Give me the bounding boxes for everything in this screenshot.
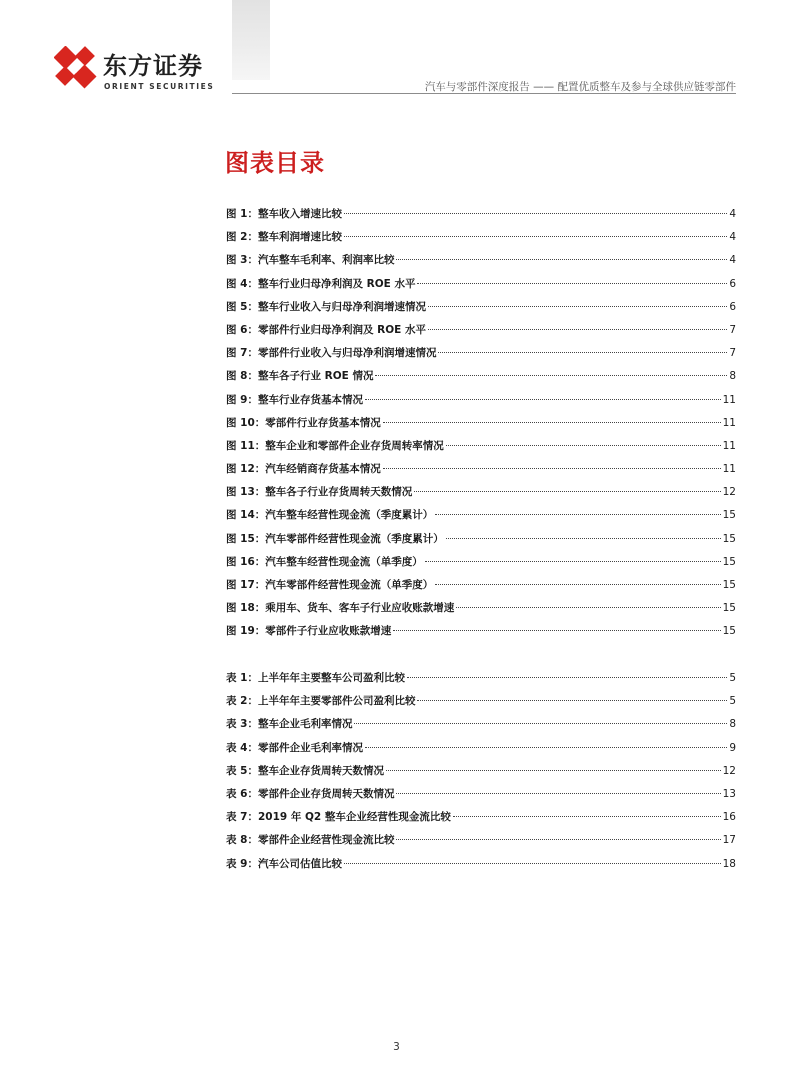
header-divider (232, 93, 736, 94)
dot-leader (453, 816, 721, 817)
toc-entry-page: 9 (729, 741, 736, 754)
toc-entry-page: 7 (729, 347, 736, 360)
toc-entry-page: 11 (722, 393, 736, 406)
toc-entry-page: 5 (729, 695, 736, 708)
toc-entry-label: 图 4：整车行业归母净利润及 ROE 水平 (226, 277, 416, 290)
toc-entry-label: 图 18：乘用车、货车、客车子行业应收账款增速 (226, 602, 455, 615)
toc-entry-page: 11 (722, 416, 736, 429)
toc-entry-page: 8 (729, 370, 736, 383)
toc-entry-page: 18 (722, 857, 736, 870)
orient-securities-logo-icon (54, 46, 99, 91)
dot-leader (438, 352, 727, 353)
figure-list (226, 203, 736, 644)
toc-entry-page: 15 (722, 579, 736, 591)
dot-leader (383, 422, 721, 423)
toc-entry[interactable] (226, 713, 736, 736)
toc-entry-label: 表 6：零部件企业存货周转天数情况 (226, 787, 395, 800)
toc-entry-label: 图 10：零部件行业存货基本情况 (226, 416, 381, 429)
toc-entry-label: 表 1：上半年年主要整车公司盈利比较 (226, 672, 405, 684)
toc-entry[interactable] (226, 737, 736, 760)
toc-entry-label: 图 12：汽车经销商存货基本情况 (226, 463, 381, 476)
toc-entry-label: 图 15：汽车零部件经营性现金流（季度累计） (226, 532, 444, 545)
toc-entry-page: 15 (722, 509, 736, 522)
toc-entry[interactable] (226, 319, 736, 342)
logo-chinese-name: 东方证券 (103, 52, 203, 80)
dot-leader (435, 514, 720, 515)
toc-entry-label: 表 3：整车企业毛利率情况 (226, 718, 353, 731)
toc-entry-page: 16 (722, 811, 736, 824)
toc-entry[interactable] (226, 458, 736, 481)
table-list (226, 667, 736, 876)
toc-entry-page: 8 (729, 718, 736, 731)
toc-entry-page: 13 (722, 787, 736, 800)
dot-leader (393, 630, 720, 631)
dot-leader (417, 700, 727, 701)
toc-entry-label: 图 8：整车各子行业 ROE 情况 (226, 370, 374, 383)
dot-leader (383, 468, 721, 469)
toc-entry[interactable] (226, 760, 736, 783)
toc-entry[interactable] (226, 273, 736, 296)
toc-entry[interactable] (226, 806, 736, 829)
toc-entry-label: 图 17：汽车零部件经营性现金流（单季度） (226, 579, 434, 591)
toc-entry[interactable] (226, 226, 736, 249)
toc-entry[interactable] (226, 690, 736, 713)
dot-leader (375, 375, 727, 376)
toc-entry[interactable] (226, 342, 736, 365)
toc-entry-page: 6 (729, 277, 736, 290)
dot-leader (344, 863, 721, 864)
toc-entry-label: 图 2：整车利润增速比较 (226, 231, 342, 244)
dot-leader (428, 329, 727, 330)
toc-entry-label: 表 7：2019 年 Q2 整车企业经营性现金流比较 (226, 811, 451, 824)
toc-entry[interactable] (226, 249, 736, 272)
toc-entry-page: 12 (722, 486, 736, 499)
toc-entry-page: 6 (729, 300, 736, 313)
toc-entry-page: 5 (729, 672, 736, 684)
toc-entry-label: 图 3：汽车整车毛利率、利润率比较 (226, 254, 395, 267)
toc-entry[interactable] (226, 574, 736, 597)
report-title: 汽车与零部件深度报告 —— 配置优质整车及参与全球供应链零部件 (424, 81, 736, 93)
logo-english-name: ORIENT SECURITIES (104, 82, 215, 91)
toc-entry[interactable] (226, 296, 736, 319)
toc-entry[interactable] (226, 435, 736, 458)
toc-entry-page: 7 (729, 323, 736, 336)
toc-entry-label: 图 5：整车行业收入与归母净利润增速情况 (226, 300, 426, 313)
toc-entry[interactable] (226, 481, 736, 504)
toc-entry[interactable] (226, 203, 736, 226)
dot-leader (386, 770, 721, 771)
dot-leader (365, 747, 727, 748)
toc-entry-label: 表 8：零部件企业经营性现金流比较 (226, 834, 395, 847)
header-decor-band (232, 0, 270, 80)
toc-entry-label: 图 16：汽车整车经营性现金流（单季度） (226, 555, 423, 568)
toc-entry-label: 表 9：汽车公司估值比较 (226, 857, 342, 870)
page-number: 3 (393, 1041, 400, 1053)
dot-leader (365, 399, 721, 400)
toc-entry[interactable] (226, 829, 736, 852)
dot-leader (344, 213, 727, 214)
toc-entry-label: 表 4：零部件企业毛利率情况 (226, 741, 363, 754)
toc-entry[interactable] (226, 853, 736, 876)
dot-leader (428, 306, 727, 307)
toc-entry-label: 图 11：整车企业和零部件企业存货周转率情况 (226, 439, 444, 452)
toc-entry-label: 图 13：整车各子行业存货周转天数情况 (226, 486, 413, 499)
dot-leader (396, 793, 720, 794)
toc-entry-label: 图 9：整车行业存货基本情况 (226, 393, 363, 406)
dot-leader (396, 839, 720, 840)
dot-leader (435, 584, 720, 585)
toc-entry-label: 图 14：汽车整车经营性现金流（季度累计） (226, 509, 434, 522)
toc-entry-page: 11 (722, 439, 736, 452)
toc-entry-label: 图 6：零部件行业归母净利润及 ROE 水平 (226, 323, 426, 336)
toc-entry-page: 4 (729, 208, 736, 220)
toc-entry-page: 15 (722, 555, 736, 568)
toc-entry-page: 17 (722, 834, 736, 847)
toc-entry-page: 11 (722, 463, 736, 476)
toc-entry[interactable] (226, 597, 736, 620)
dot-leader (414, 491, 720, 492)
toc-entry[interactable] (226, 528, 736, 551)
toc-entry-label: 表 5：整车企业存货周转天数情况 (226, 764, 384, 777)
toc-entry[interactable] (226, 365, 736, 388)
dot-leader (354, 723, 727, 724)
dot-leader (344, 236, 727, 237)
toc-entry[interactable] (226, 389, 736, 412)
toc-entry-page: 15 (722, 602, 736, 615)
dot-leader (456, 607, 720, 608)
toc-entry-page: 4 (729, 254, 736, 267)
toc-entry-label: 表 2：上半年年主要零部件公司盈利比较 (226, 695, 416, 708)
toc-entry-page: 4 (729, 231, 736, 244)
dot-leader (417, 283, 727, 284)
dot-leader (446, 445, 721, 446)
toc-entry-page: 15 (722, 532, 736, 545)
toc-entry-label: 图 19：零部件子行业应收账款增速 (226, 625, 392, 638)
dot-leader (425, 561, 721, 562)
dot-leader (446, 538, 721, 539)
toc-entry[interactable] (226, 412, 736, 435)
toc-entry-label: 图 7：零部件行业收入与归母净利润增速情况 (226, 347, 437, 360)
toc-entry-page: 12 (722, 764, 736, 777)
toc-entry-page: 15 (722, 625, 736, 638)
toc-entry[interactable] (226, 551, 736, 574)
toc-heading: 图表目录 (225, 149, 325, 177)
toc-entry-label: 图 1：整车收入增速比较 (226, 208, 342, 220)
toc-entry[interactable] (226, 504, 736, 527)
dot-leader (407, 677, 727, 678)
toc-entry[interactable] (226, 667, 736, 690)
dot-leader (396, 259, 727, 260)
toc-entry[interactable] (226, 620, 736, 643)
toc-entry[interactable] (226, 783, 736, 806)
